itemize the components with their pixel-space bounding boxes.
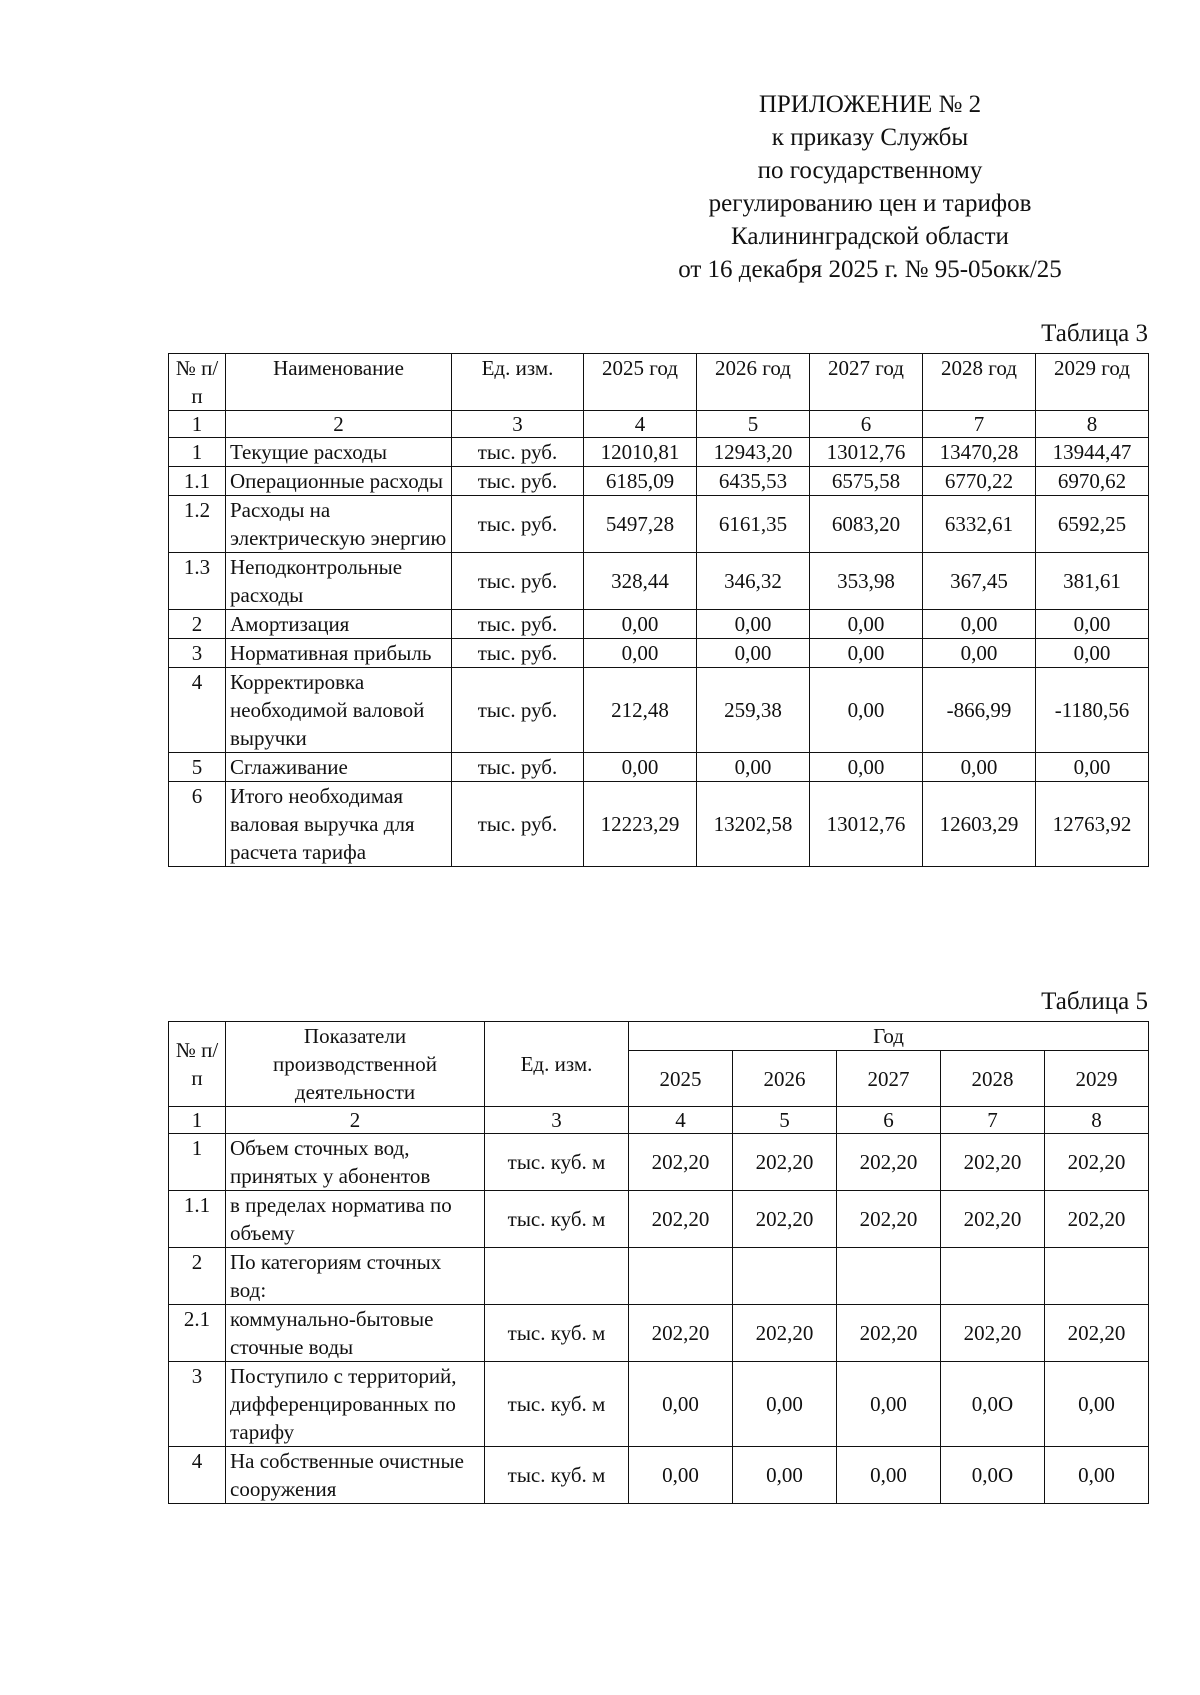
table-row [169, 668, 1149, 753]
row-value: 5497,28 [584, 496, 697, 553]
table-row [169, 467, 1149, 496]
row-value [1045, 1248, 1149, 1305]
column-header-year: 2029 год [1036, 354, 1149, 411]
row-value: 202,20 [629, 1305, 733, 1362]
row-value: 202,20 [941, 1134, 1045, 1191]
column-index: 3 [485, 1107, 629, 1134]
row-value: 0,00 [733, 1362, 837, 1447]
row-value: 6083,20 [810, 496, 923, 553]
column-header-year: 2025 год [584, 354, 697, 411]
column-index: 1 [169, 1107, 226, 1134]
row-name: Неподконтрольные расходы [226, 553, 452, 610]
row-value: 346,32 [697, 553, 810, 610]
row-name: Расходы на электрическую энергию [226, 496, 452, 553]
row-value: 13202,58 [697, 782, 810, 867]
row-value: 0,00 [584, 610, 697, 639]
row-value: 367,45 [923, 553, 1036, 610]
column-index: 2 [226, 1107, 485, 1134]
row-value: 6970,62 [1036, 467, 1149, 496]
row-unit: тыс. руб. [452, 610, 584, 639]
row-name: Амортизация [226, 610, 452, 639]
row-value [837, 1248, 941, 1305]
table-5 [168, 1021, 1149, 1504]
column-index-row [169, 411, 1149, 438]
row-value: 0,00 [837, 1447, 941, 1504]
column-header-year: 2026 [733, 1051, 837, 1107]
row-name: По категориям сточных вод: [226, 1248, 485, 1305]
column-index: 6 [837, 1107, 941, 1134]
row-name: На собственные очистные сооружения [226, 1447, 485, 1504]
column-header-year: 2026 год [697, 354, 810, 411]
row-value: -1180,56 [1036, 668, 1149, 753]
row-name: коммунально-бытовые сточные воды [226, 1305, 485, 1362]
row-value: 0,0O [941, 1447, 1045, 1504]
row-name: Корректировка необходимой валовой выручки [226, 668, 452, 753]
row-value: 202,20 [733, 1191, 837, 1248]
row-name: Поступило с территорий, дифференцированных по тарифу [226, 1362, 485, 1447]
row-number: 2 [169, 610, 226, 639]
row-value: 13470,28 [923, 438, 1036, 467]
row-name: в пределах норматива по объему [226, 1191, 485, 1248]
table-row [169, 1134, 1149, 1191]
row-unit: тыс. руб. [452, 782, 584, 867]
row-value: 202,20 [837, 1191, 941, 1248]
row-number: 6 [169, 782, 226, 867]
row-value: 0,00 [923, 610, 1036, 639]
row-value: 0,00 [584, 639, 697, 668]
row-number: 1.1 [169, 1191, 226, 1248]
row-value: 0,00 [837, 1362, 941, 1447]
column-header-year: 2028 [941, 1051, 1045, 1107]
row-value: 202,20 [941, 1305, 1045, 1362]
appendix-line: регулированию цен и тарифов [708, 190, 1032, 217]
row-number: 1 [169, 1134, 226, 1191]
row-unit: тыс. руб. [452, 553, 584, 610]
appendix-line: к приказу Службы [771, 124, 969, 151]
row-value: 0,00 [923, 753, 1036, 782]
column-index: 8 [1045, 1107, 1149, 1134]
column-index: 7 [923, 411, 1036, 438]
row-unit: тыс. куб. м [485, 1305, 629, 1362]
row-value: 202,20 [1045, 1134, 1149, 1191]
row-value: 6185,09 [584, 467, 697, 496]
row-name: Операционные расходы [226, 467, 452, 496]
table-3 [168, 353, 1149, 867]
row-value: 6575,58 [810, 467, 923, 496]
column-header-name: Наименование [226, 354, 452, 411]
row-unit: тыс. куб. м [485, 1191, 629, 1248]
row-value: 328,44 [584, 553, 697, 610]
column-header-year: 2027 [837, 1051, 941, 1107]
row-value: 0,00 [1045, 1447, 1149, 1504]
row-value: 0,00 [1036, 639, 1149, 668]
row-unit: тыс. руб. [452, 438, 584, 467]
row-unit: тыс. руб. [452, 467, 584, 496]
column-index: 4 [584, 411, 697, 438]
table3-caption: Таблица 3 [1041, 320, 1148, 347]
appendix-line: по государственному [757, 157, 983, 184]
row-value: 202,20 [629, 1134, 733, 1191]
row-name: Сглаживание [226, 753, 452, 782]
row-value: 0,00 [810, 668, 923, 753]
column-index: 8 [1036, 411, 1149, 438]
row-unit: тыс. куб. м [485, 1362, 629, 1447]
row-value: 0,0O [941, 1362, 1045, 1447]
row-value: 0,00 [1036, 753, 1149, 782]
column-index: 7 [941, 1107, 1045, 1134]
table5-caption: Таблица 5 [1041, 988, 1148, 1015]
row-value: 0,00 [923, 639, 1036, 668]
row-value: 202,20 [837, 1305, 941, 1362]
row-number: 3 [169, 1362, 226, 1447]
row-name: Объем сточных вод, принятых у абонентов [226, 1134, 485, 1191]
column-header-year: 2025 [629, 1051, 733, 1107]
row-value [629, 1248, 733, 1305]
row-value: 202,20 [629, 1191, 733, 1248]
column-index-row [169, 1107, 1149, 1134]
row-value: 6332,61 [923, 496, 1036, 553]
row-value: 12943,20 [697, 438, 810, 467]
row-value: 13012,76 [810, 438, 923, 467]
column-index: 3 [452, 411, 584, 438]
row-value: 0,00 [697, 610, 810, 639]
row-number: 2.1 [169, 1305, 226, 1362]
row-number: 5 [169, 753, 226, 782]
table-row [169, 753, 1149, 782]
row-unit: тыс. куб. м [485, 1134, 629, 1191]
row-number: 3 [169, 639, 226, 668]
row-name: Нормативная прибыль [226, 639, 452, 668]
column-group-year: Год [629, 1022, 1149, 1051]
row-value: 353,98 [810, 553, 923, 610]
appendix-line: Калининградской области [731, 223, 1009, 250]
column-index: 2 [226, 411, 452, 438]
row-unit: тыс. руб. [452, 639, 584, 668]
table-row [169, 639, 1149, 668]
row-value [733, 1248, 837, 1305]
row-number: 4 [169, 1447, 226, 1504]
row-number: 1.1 [169, 467, 226, 496]
column-index: 6 [810, 411, 923, 438]
row-value: 202,20 [733, 1305, 837, 1362]
row-number: 4 [169, 668, 226, 753]
column-index: 1 [169, 411, 226, 438]
column-header-num: № п/п [169, 354, 226, 411]
row-value: 0,00 [810, 639, 923, 668]
column-header-year: 2028 год [923, 354, 1036, 411]
row-number: 1.3 [169, 553, 226, 610]
row-name: Итого необходимая валовая выручка для расчета тарифа [226, 782, 452, 867]
row-value: 0,00 [1045, 1362, 1149, 1447]
appendix-order-date: от 16 декабря 2025 г. № 95-05окк/25 [678, 256, 1062, 283]
table-row [169, 1362, 1149, 1447]
row-value: 6161,35 [697, 496, 810, 553]
table-row [169, 610, 1149, 639]
table-row [169, 1305, 1149, 1362]
appendix-header [600, 88, 1140, 286]
row-value: 13944,47 [1036, 438, 1149, 467]
row-value: 6435,53 [697, 467, 810, 496]
row-value: 0,00 [584, 753, 697, 782]
row-value: 6592,25 [1036, 496, 1149, 553]
column-index: 5 [733, 1107, 837, 1134]
row-value: 0,00 [629, 1447, 733, 1504]
table-row [169, 782, 1149, 867]
row-value: 0,00 [1036, 610, 1149, 639]
column-header-year: 2029 [1045, 1051, 1149, 1107]
column-header-unit: Ед. изм. [485, 1022, 629, 1107]
row-value: 381,61 [1036, 553, 1149, 610]
row-value: 6770,22 [923, 467, 1036, 496]
row-name: Текущие расходы [226, 438, 452, 467]
row-unit [485, 1248, 629, 1305]
row-value: 12603,29 [923, 782, 1036, 867]
row-value: 259,38 [697, 668, 810, 753]
row-number: 2 [169, 1248, 226, 1305]
row-number: 1 [169, 438, 226, 467]
table-row [169, 553, 1149, 610]
column-header-name: Показатели производственной деятельности [226, 1022, 485, 1107]
row-value: 0,00 [810, 610, 923, 639]
row-value: 0,00 [629, 1362, 733, 1447]
table-row [169, 1248, 1149, 1305]
table-row [169, 438, 1149, 467]
column-index: 5 [697, 411, 810, 438]
row-value: 0,00 [810, 753, 923, 782]
row-value: 202,20 [837, 1134, 941, 1191]
row-value: 0,00 [733, 1447, 837, 1504]
column-index: 4 [629, 1107, 733, 1134]
column-header-year: 2027 год [810, 354, 923, 411]
row-number: 1.2 [169, 496, 226, 553]
row-value: 202,20 [941, 1191, 1045, 1248]
table-row [169, 1191, 1149, 1248]
row-value: 13012,76 [810, 782, 923, 867]
table-row [169, 1447, 1149, 1504]
row-value [941, 1248, 1045, 1305]
row-value: 0,00 [697, 639, 810, 668]
row-value: 202,20 [1045, 1191, 1149, 1248]
row-value: 202,20 [733, 1134, 837, 1191]
column-header-num: № п/п [169, 1022, 226, 1107]
row-value: 12763,92 [1036, 782, 1149, 867]
row-unit: тыс. куб. м [485, 1447, 629, 1504]
row-value: 12223,29 [584, 782, 697, 867]
row-value: 12010,81 [584, 438, 697, 467]
row-value: 212,48 [584, 668, 697, 753]
appendix-title: ПРИЛОЖЕНИЕ № 2 [758, 91, 982, 118]
row-unit: тыс. руб. [452, 496, 584, 553]
row-unit: тыс. руб. [452, 753, 584, 782]
row-value: -866,99 [923, 668, 1036, 753]
table-row [169, 496, 1149, 553]
column-header-unit: Ед. изм. [452, 354, 584, 411]
row-value: 0,00 [697, 753, 810, 782]
row-value: 202,20 [1045, 1305, 1149, 1362]
row-unit: тыс. руб. [452, 668, 584, 753]
